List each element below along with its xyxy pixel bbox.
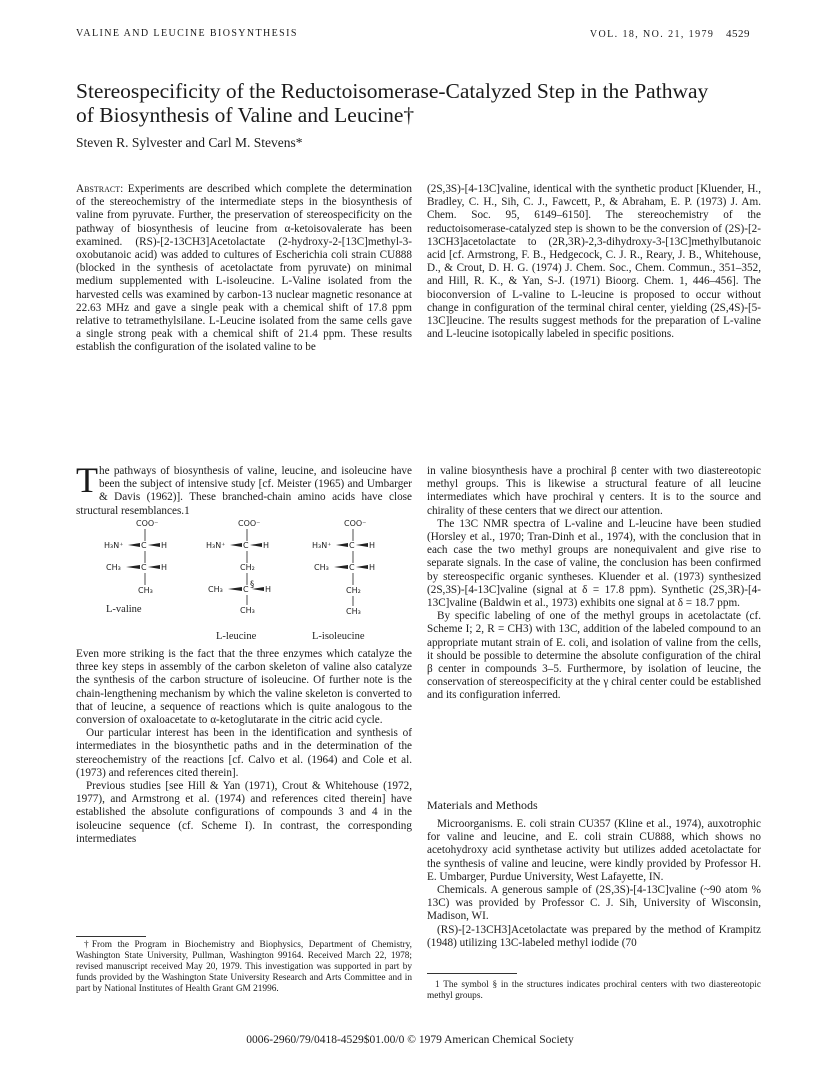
footnote-rule-right <box>427 973 517 974</box>
abstract-label: Abstract: <box>76 183 124 195</box>
running-head-left: VALINE AND LEUCINE BIOSYNTHESIS <box>76 28 298 39</box>
leucine-structure <box>206 519 271 642</box>
abstract-text-left: Experiments are described which complete the determination of the stereochemistry of the intermediate steps in the biosynthesis of valine from pyruvate. Further, the preservation of stereospecificity on the pathway of biosynthesis of leucine from α-ketoisovalerate has been examined. (RS)-[2-13CH3]Acetolactate (2-hydroxy-2-[13C]methyl-3-oxobutanoic acid) was added to cultures of Escherichia coli strain CU888 (blocked in the synthesis of acetolactate from pyruvate) on minimal medium supplemented with L-isoleucine. L-Valine isolated from the harvested cells was examined by carbon-13 nuclear magnetic resonance at 22.63 MHz and gave a single peak with a chemical shift of 17.8 ppm relative to tetramethylsilane. L-Leucine isolated from the same cells gave a single strong peak with a chemical shift of 21.4 ppm. These results establish the configuration of the isolated valine to be <box>76 183 412 354</box>
isoleucine-h1: H <box>369 541 376 550</box>
symbol-footnote: 1 The symbol § in the structures indicates prochiral centers with two diastereotopic methyl groups. <box>427 980 761 1001</box>
methods-p2: Chemicals. A generous sample of (2S,3S)-[4-13C]valine (~90 atom % 13C) was provided by Professor C. J. Sih, University of Wisconsin, Madison, WI. <box>427 884 761 923</box>
isoleucine-structure <box>312 519 375 642</box>
isoleucine-ch3-bottom: CH₃ <box>346 607 361 616</box>
valine-coo: COO⁻ <box>136 519 159 528</box>
leucine-h3n: H₃N⁺ <box>206 541 226 550</box>
leucine-ch3-bottom: CH₃ <box>240 606 255 615</box>
intro-left-continued <box>76 648 412 846</box>
page-footer: 0006-2960/79/0418-4529$01.00/0 © 1979 American Chemical Society <box>246 1034 574 1046</box>
intro-right-column <box>427 465 761 703</box>
abstract-text-right: (2S,3S)-[4-13C]valine, identical with the synthetic product [Kluender, H., Bradley, C. H., Sih, C. J., Fawcett, P., & Abraham, E. P. (1973) J. Am. Chem. Soc. 95, 6149–6150]. The stereochemistry of the reductoisomerase-catalyzed step is shown to be the conversion of (2S)-[2-13CH3]acetolactate to (2R,3R)-2,3-dihydroxy-3-[13C]methylbutanoic acid [cf. Armstrong, F. B., Hedgecock, C. J. R., Reary, J. B., Whitehouse, D., & Crout, D. H. G. (1974) J. Chem. Soc., Chem. Commun., 351–352, and Hill, R. K., & Yan, S-J. (1971) Bioorg. Chem. 1, 446–456]. The bioconversion of L-valine to L-leucine is proposed to occur without change in configuration of the terminal chiral center, yielding (2S,4S)-[5-13C]leucine. The results suggest methods for the preparation of L-valine and L-leucine isotopically labeled in specific positions. <box>427 183 761 341</box>
drop-cap: T <box>76 460 98 500</box>
valine-h2: H <box>161 563 168 572</box>
isoleucine-ch3-left: CH₃ <box>314 563 329 572</box>
isoleucine-h3n: H₃N⁺ <box>312 541 332 550</box>
valine-c2: C <box>141 563 147 572</box>
leucine-coo: COO⁻ <box>238 519 261 528</box>
isoleucine-c1: C <box>349 541 355 550</box>
article-title: Stereospecificity of the Reductoisomerase-Catalyzed Step in the Pathway of Biosynthesis of Valine and Leucine† <box>76 79 709 127</box>
intro-p2: Even more striking is the fact that the three enzymes which catalyze the three key steps in assembly of the carbon skeleton of valine also catalyze the synthesis of the carbon structure of isoleucine. Of further note is the chain-lengthening mechanism by which the valine skeleton is converted to that of leucine, a sequence of reactions which is quite analogous to the conversion of oxaloacetate to α-ketoglutarate in the citric acid cycle. <box>76 648 412 727</box>
abstract-left-column <box>76 183 412 355</box>
intro-p4: Previous studies [see Hill & Yan (1971), Crout & Whitehouse (1972, 1977), and Armstrong et al. (1974) and references cited therein] have established the absolute configurations of compounds 3 and 4 in the isoleucine sequence (cf. Scheme I). In contrast, the corresponding intermediates <box>76 780 412 845</box>
isoleucine-ch2: CH₂ <box>346 586 361 595</box>
intro-right-p1: in valine biosynthesis have a prochiral β center with two diastereotopic methyl groups. This is likewise a structural feature of all leucine intermediates which have prochiral γ centers. It is to the source and chirality of these centers that we direct our attention. <box>427 465 761 517</box>
valine-label: L-valine <box>106 604 142 615</box>
isoleucine-coo: COO⁻ <box>344 519 367 528</box>
leucine-h1: H <box>263 541 270 550</box>
valine-h3n: H₃N⁺ <box>104 541 124 550</box>
amino-acid-structures <box>76 516 412 642</box>
methods-text <box>427 818 761 950</box>
footnote-rule-left <box>76 936 146 937</box>
page-number: 4529 <box>726 28 750 40</box>
methods-p1: Microorganisms. E. coli strain CU357 (Kline et al., 1974), auxotrophic for valine and leucine, and E. coli strain CU888, which shows no acetohydroxy acid synthetase activity but utilizes added acetolactate for the synthesis of valine and leucine, were kindly provided by Professor H. E. Umbarger, Purdue University, West Lafayette, IN. <box>427 818 761 883</box>
leucine-label: L-leucine <box>216 631 257 642</box>
leucine-c3: C <box>243 585 249 594</box>
leucine-ch2: CH₂ <box>240 563 255 572</box>
intro-p3: Our particular interest has been in the identification and synthesis of intermediates in the biosynthetic paths and in the determination of the stereochemistry of the reactions [cf. Calvo et al. (1964) and Cole et al. (1973) and references cited therein]. <box>76 727 412 779</box>
leucine-ch3-left: CH₃ <box>208 585 223 594</box>
running-head-volume: VOL. 18, NO. 21, 1979 <box>589 29 715 40</box>
valine-structure <box>104 519 167 615</box>
article-authors: Steven R. Sylvester and Carl M. Stevens* <box>76 135 303 150</box>
isoleucine-c2: C <box>349 563 355 572</box>
valine-c1: C <box>141 541 147 550</box>
intro-right-p2: The 13C NMR spectra of L-valine and L-leucine have been studied (Horsley et al., 1970; Tran-Dinh et al., 1974), with the conclusion that in each case the two methyl groups are nonequivalent and give rise to separate signals. In the case of valine, the conclusion has been confirmed by stereospecific organic syntheses. Kluender et al. (1973) synthesized (2S,3S)-[4-13C]valine (signal at δ = 17.8 ppm). Synthetic (2S,3R)-[4-13C]valine (Baldwin et al., 1973) exhibits one signal at δ = 18.7 ppm. <box>427 517 761 610</box>
section-heading-methods: Materials and Methods <box>427 798 538 812</box>
affiliation-footnote: †From the Program in Biochemistry and Biophysics, Department of Chemistry, Washington State University, Pullman, Washington 99164. Received March 22, 1978; revised manuscript received May 20, 1979. This investigation was supported in part by funds provided by the Washington State University Research and Arts Committee and in part by National Institutes of Health Grant GM 21996. <box>76 940 412 994</box>
abstract-right-column <box>427 183 761 341</box>
intro-right-p3: By specific labeling of one of the methyl groups in acetolactate (cf. Scheme I; 2, R = CH3) with 13C, addition of the labeled compound to an appropriate mutant strain of E. coli, and isolation of valine from the cells, it should be possible to determine the absolute configuration of the chiral β center in compounds 3–5. Furthermore, by isolation of leucine, the conservation of stereospecificity at the γ chiral center could be established and its configuration inferred. <box>427 610 761 702</box>
intro-paragraph-1 <box>76 460 412 518</box>
isoleucine-label: L-isoleucine <box>312 631 365 642</box>
running-head-right <box>555 28 750 40</box>
leucine-h3: H <box>265 585 272 594</box>
intro-p1-text: he pathways of biosynthesis of valine, leucine, and isoleucine have been the subject of intensive study [cf. Meister (1965) and Umbarger & Davis (1962)]. These branched-chain amino acids have close structural resemblances.1 <box>76 465 412 517</box>
isoleucine-h2: H <box>369 563 376 572</box>
methods-p3: (RS)-[2-13CH3]Acetolactate was prepared by the method of Krampitz (1948) utilizing 13C-labeled methyl iodide (70 <box>427 923 761 949</box>
valine-h1: H <box>161 541 168 550</box>
valine-ch3-bottom: CH₃ <box>138 586 153 595</box>
valine-ch3-left: CH₃ <box>106 563 121 572</box>
leucine-c1: C <box>243 541 249 550</box>
prochiral-mark: § <box>250 580 255 590</box>
